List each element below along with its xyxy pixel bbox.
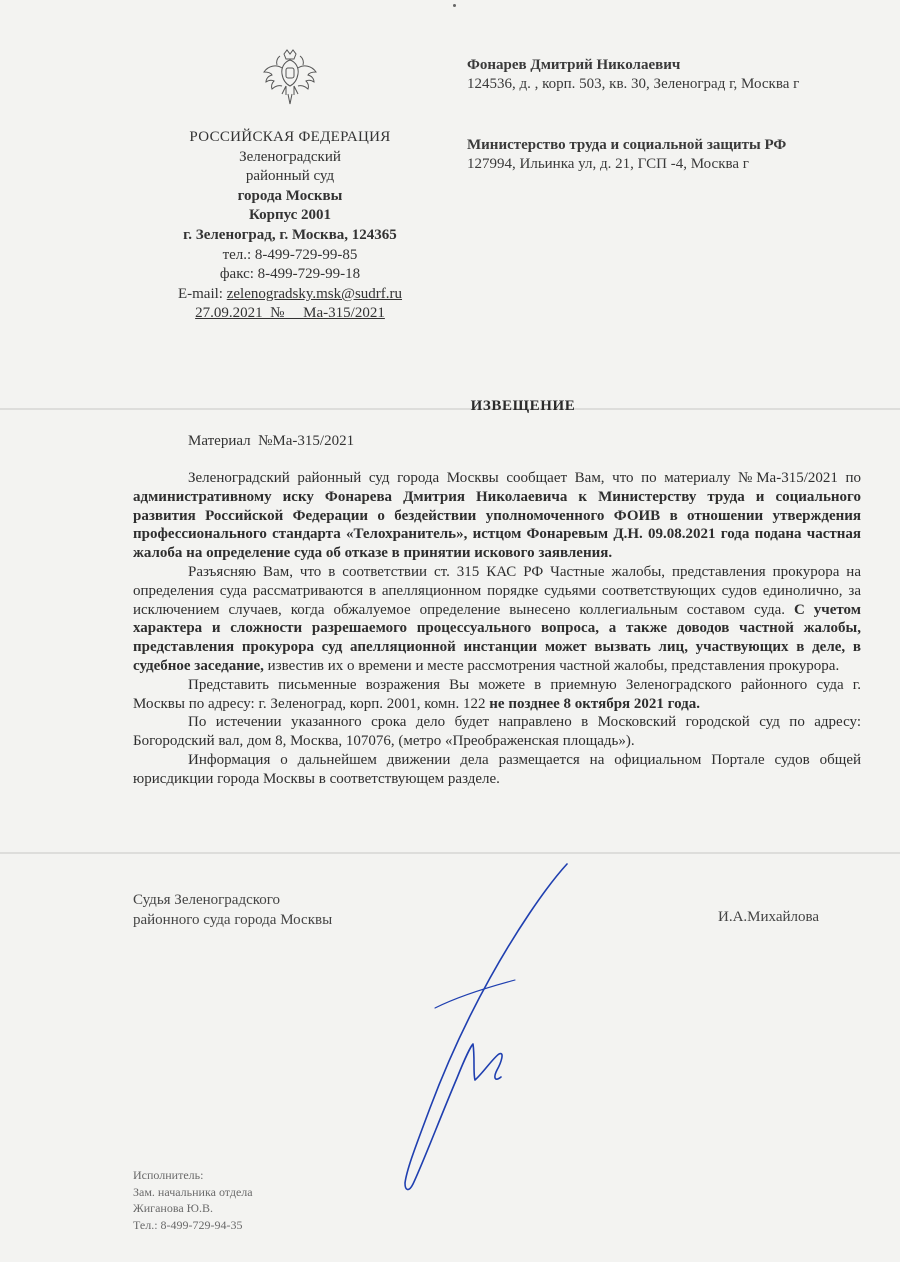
paragraph-text: Представить письменные возражения Вы можете в приемную Зеленоградского районного суда г. Москвы по адресу: г. Зеленоград, корп. 2001, комн. 122 xyxy=(133,676,861,712)
handwritten-signature xyxy=(395,858,625,1198)
executor-block xyxy=(133,1167,253,1233)
court-address: г. Зеленоград, г. Москва, 124365 xyxy=(183,226,397,243)
executor-phone: Тел.: 8-499-729-94-35 xyxy=(133,1217,243,1232)
judge-title xyxy=(133,890,332,930)
paragraph-text-bold: С учетом характера и сложности разрешаемого процессуального вопроса, а также доводов частной жалобы, представления прокурора суд апелляционной инстанции может вызвать лиц, участвующих в деле, в судебное заседание, xyxy=(133,601,861,674)
russian-coat-of-arms-icon xyxy=(262,48,318,108)
court-fax: факс: 8-499-729-99-18 xyxy=(219,266,361,283)
court-phone: тел.: 8-499-729-99-85 xyxy=(222,246,358,263)
executor-position: Зам. начальника отдела xyxy=(133,1184,253,1199)
scan-fold-line xyxy=(0,852,900,854)
paragraph-text: известив их о времени и месте рассмотрения частной жалобы, представления прокурора. xyxy=(263,657,840,674)
outgoing-reference: 27.09.2021 № Ма-315/2021 xyxy=(195,305,385,322)
paragraph-text: Зеленоградский районный суд города Москвы сообщает Вам, что по материалу №Ма-315/2021 по xyxy=(188,470,861,486)
judge-name: И.А.Михайлова xyxy=(718,909,820,925)
recipient-address: 124536, д. , корп. 503, кв. 30, Зеленоград г, Москва г xyxy=(467,76,800,92)
court-header xyxy=(140,128,440,324)
paragraph-transfer: По истечении указанного срока дело будет направлено в Московский городской суд по адресу: Богородский вал, дом 8, Москва, 107076, (метро «Преображенская площадь»). xyxy=(133,714,861,750)
judge-title-line2: районного суда города Москвы xyxy=(133,912,333,928)
recipient-block-1 xyxy=(467,56,799,94)
court-email: zelenogradsky.msk@sudrf.ru xyxy=(226,285,403,302)
material-number: Материал №Ма-315/2021 xyxy=(188,433,355,449)
executor-name: Жиганова Ю.В. xyxy=(133,1201,214,1215)
email-label: E-mail: xyxy=(177,285,223,302)
recipient-name: Министерство труда и социальной защиты РФ xyxy=(467,137,787,153)
paragraph-portal: Информация о дальнейшем движении дела размещается на официальном Портале судов общей юрисдикции города Москвы в соответствующем разделе. xyxy=(133,751,861,787)
court-name-line1: Зеленоградский xyxy=(239,148,341,165)
country-name: РОССИЙСКАЯ ФЕДЕРАЦИЯ xyxy=(189,129,391,145)
scan-speck xyxy=(453,4,456,7)
court-name-line2: районный суд xyxy=(245,168,335,185)
paragraph-text-bold: административному иску Фонарева Дмитрия Николаевича к Министерству труда и социального развития Российской Федерации о бездействии уполномоченного ФОИВ в отношении утверждения профессионального стандарта «Телохранитель», истцом Фонаревым Д.Н. 09.08.2021 года подана частная жалоба на определение суда об отказе в принятии искового заявления. xyxy=(133,488,861,562)
paragraph-notice xyxy=(133,469,861,563)
paragraph-objections xyxy=(133,676,861,714)
paragraph-text: Разъясняю Вам, что в соответствии ст. 315 КАС РФ Частные жалобы, представления прокурора на определения суда рассматриваются в апелляционном порядке судьями соответствующих судов единолично, за исключением случаев, когда обжалуемое определение вынесено коллегиальным составом суда. xyxy=(133,563,861,618)
paragraph-text-bold: не позднее 8 октября 2021 года. xyxy=(489,695,701,712)
court-email-line xyxy=(140,285,440,305)
document-title: ИЗВЕЩЕНИЕ xyxy=(470,398,576,414)
judge-title-line1: Судья Зеленоградского xyxy=(133,892,281,908)
recipient-address: 127994, Ильинка ул, д. 21, ГСП -4, Москва г xyxy=(467,156,749,172)
court-building: Корпус 2001 xyxy=(248,207,332,224)
executor-label: Исполнитель: xyxy=(133,1168,204,1182)
court-name-line3: города Москвы xyxy=(237,187,343,204)
paragraph-explanation xyxy=(133,563,861,676)
recipient-block-2 xyxy=(467,136,786,174)
notice-body xyxy=(133,469,861,789)
recipient-name: Фонарев Дмитрий Николаевич xyxy=(467,57,681,73)
